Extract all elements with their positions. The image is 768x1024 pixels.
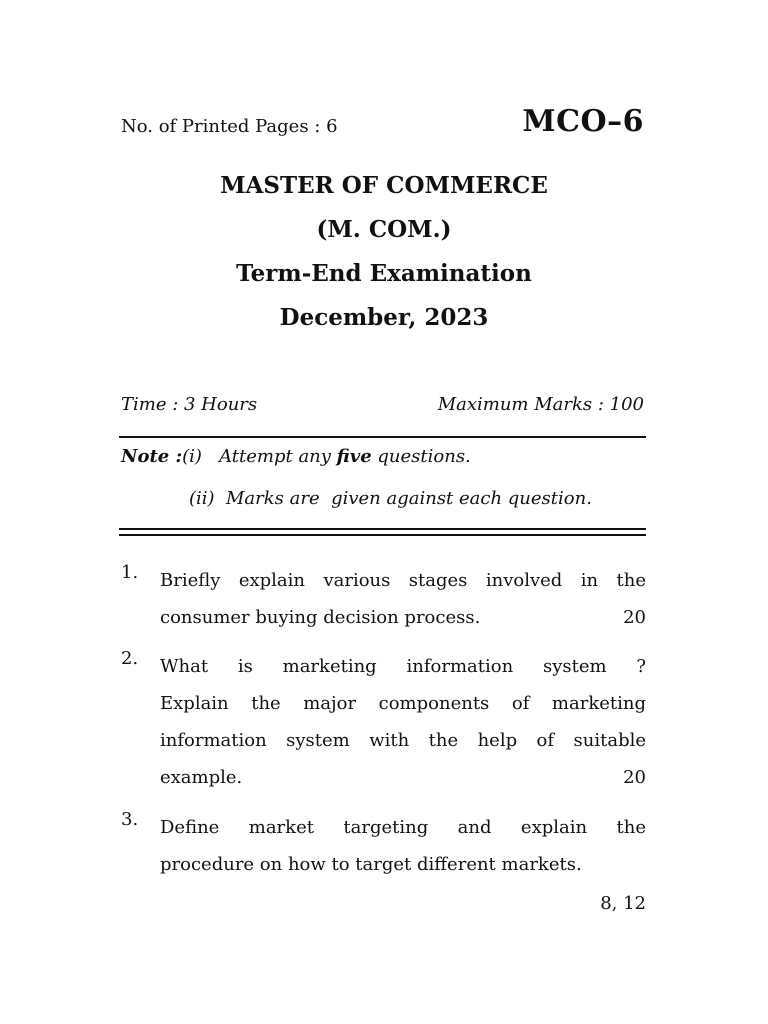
divider-double-upper (119, 528, 646, 530)
question-line: Briefly explain various stages involved in the (160, 570, 646, 591)
question-line: What is marketing information system ? (160, 656, 646, 677)
divider-top (119, 436, 646, 438)
note-item-2: (ii) Marks are given against each question. (189, 488, 592, 509)
question-line: Define market targeting and explain the (160, 817, 646, 838)
note-item-1 (121, 446, 471, 467)
question-text (160, 562, 646, 636)
question-number: 1. (121, 562, 139, 583)
question-line-text: example. (160, 767, 243, 788)
time-allowed: Time : 3 Hours (121, 394, 258, 415)
question-marks: 20 (623, 607, 646, 628)
question-number: 2. (121, 648, 139, 669)
question-line: information system with the help of suitable (160, 730, 646, 751)
note-label: Note : (121, 446, 183, 467)
question-marks: 20 (623, 767, 646, 788)
question-text (160, 809, 646, 883)
question-line (160, 759, 646, 796)
question-line (160, 599, 646, 636)
exam-title: Term-End Examination (236, 260, 532, 287)
question-line-text: consumer buying decision process. (160, 607, 481, 628)
programme-title: MASTER OF COMMERCE (220, 172, 548, 199)
exam-date: December, 2023 (279, 304, 489, 331)
note-item-1-suffix: questions. (371, 446, 471, 467)
question-number: 3. (121, 809, 139, 830)
question-marks: 8, 12 (600, 893, 646, 914)
programme-abbreviation: (M. COM.) (316, 216, 452, 243)
divider-double-lower (119, 534, 646, 536)
question-text (160, 648, 646, 796)
printed-pages-label: No. of Printed Pages : 6 (121, 116, 338, 137)
question-line: procedure on how to target different markets. (160, 854, 582, 875)
note-item-1-emphasis: five (336, 446, 372, 467)
maximum-marks: Maximum Marks : 100 (437, 394, 644, 415)
question-line: Explain the major components of marketing (160, 693, 646, 714)
note-item-1-prefix: (i) Attempt any (182, 446, 337, 467)
course-code: MCO–6 (522, 104, 644, 139)
